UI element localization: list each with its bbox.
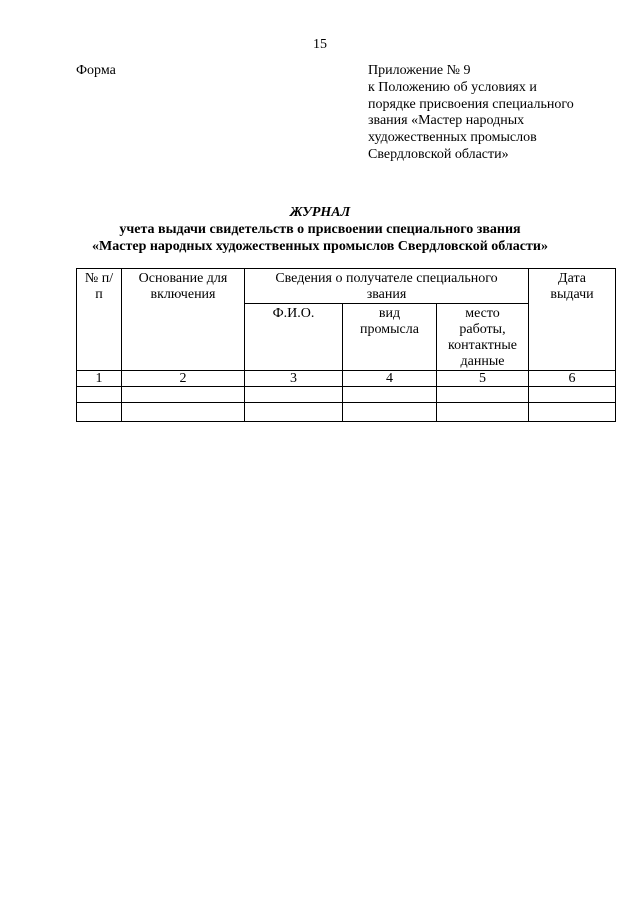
table-cell xyxy=(122,387,245,403)
appendix-line: звания «Мастер народных xyxy=(368,113,525,129)
table-cell xyxy=(437,387,529,403)
header-fio: Ф.И.О. xyxy=(245,304,343,371)
appendix-line: Приложение № 9 xyxy=(368,63,471,78)
header-craft: вид промысла xyxy=(343,304,437,371)
journal-table xyxy=(76,268,616,422)
page-number: 15 xyxy=(313,37,327,52)
header-basis: Основание для включения xyxy=(122,269,245,371)
header-recipient-group: Сведения о получателе специального звания xyxy=(245,269,529,304)
column-number: 5 xyxy=(437,371,529,387)
table-cell xyxy=(77,387,122,403)
table-cell xyxy=(343,403,437,422)
header-workplace: место работы, контактные данные xyxy=(437,304,529,371)
form-label: Форма xyxy=(76,63,116,78)
appendix-line: Свердловской области» xyxy=(368,146,509,162)
title-main: ЖУРНАЛ xyxy=(289,205,351,220)
table-row xyxy=(77,403,616,422)
header-date: Дата выдачи xyxy=(529,269,616,371)
appendix-line: к Положению об условиях и xyxy=(368,79,537,95)
column-number: 1 xyxy=(77,371,122,387)
column-number: 2 xyxy=(122,371,245,387)
table-cell xyxy=(77,403,122,422)
title-line-2: «Мастер народных художественных промыслов Свердловской области» xyxy=(92,239,548,254)
column-number: 6 xyxy=(529,371,616,387)
table-cell xyxy=(245,403,343,422)
table-cell xyxy=(122,403,245,422)
table-cell xyxy=(245,387,343,403)
table-cell xyxy=(529,403,616,422)
appendix-line: порядке присвоения специального xyxy=(368,96,574,112)
appendix-note xyxy=(368,63,618,164)
table-cell xyxy=(529,387,616,403)
column-number: 3 xyxy=(245,371,343,387)
table-cell xyxy=(437,403,529,422)
title-line-1: учета выдачи свидетельств о присвоении специального звания xyxy=(119,222,521,237)
header-num: № п/п xyxy=(77,269,122,371)
column-number: 4 xyxy=(343,371,437,387)
table-row xyxy=(77,387,616,403)
appendix-line: художественных промыслов xyxy=(368,130,537,146)
table-cell xyxy=(343,387,437,403)
journal-title xyxy=(0,204,640,255)
